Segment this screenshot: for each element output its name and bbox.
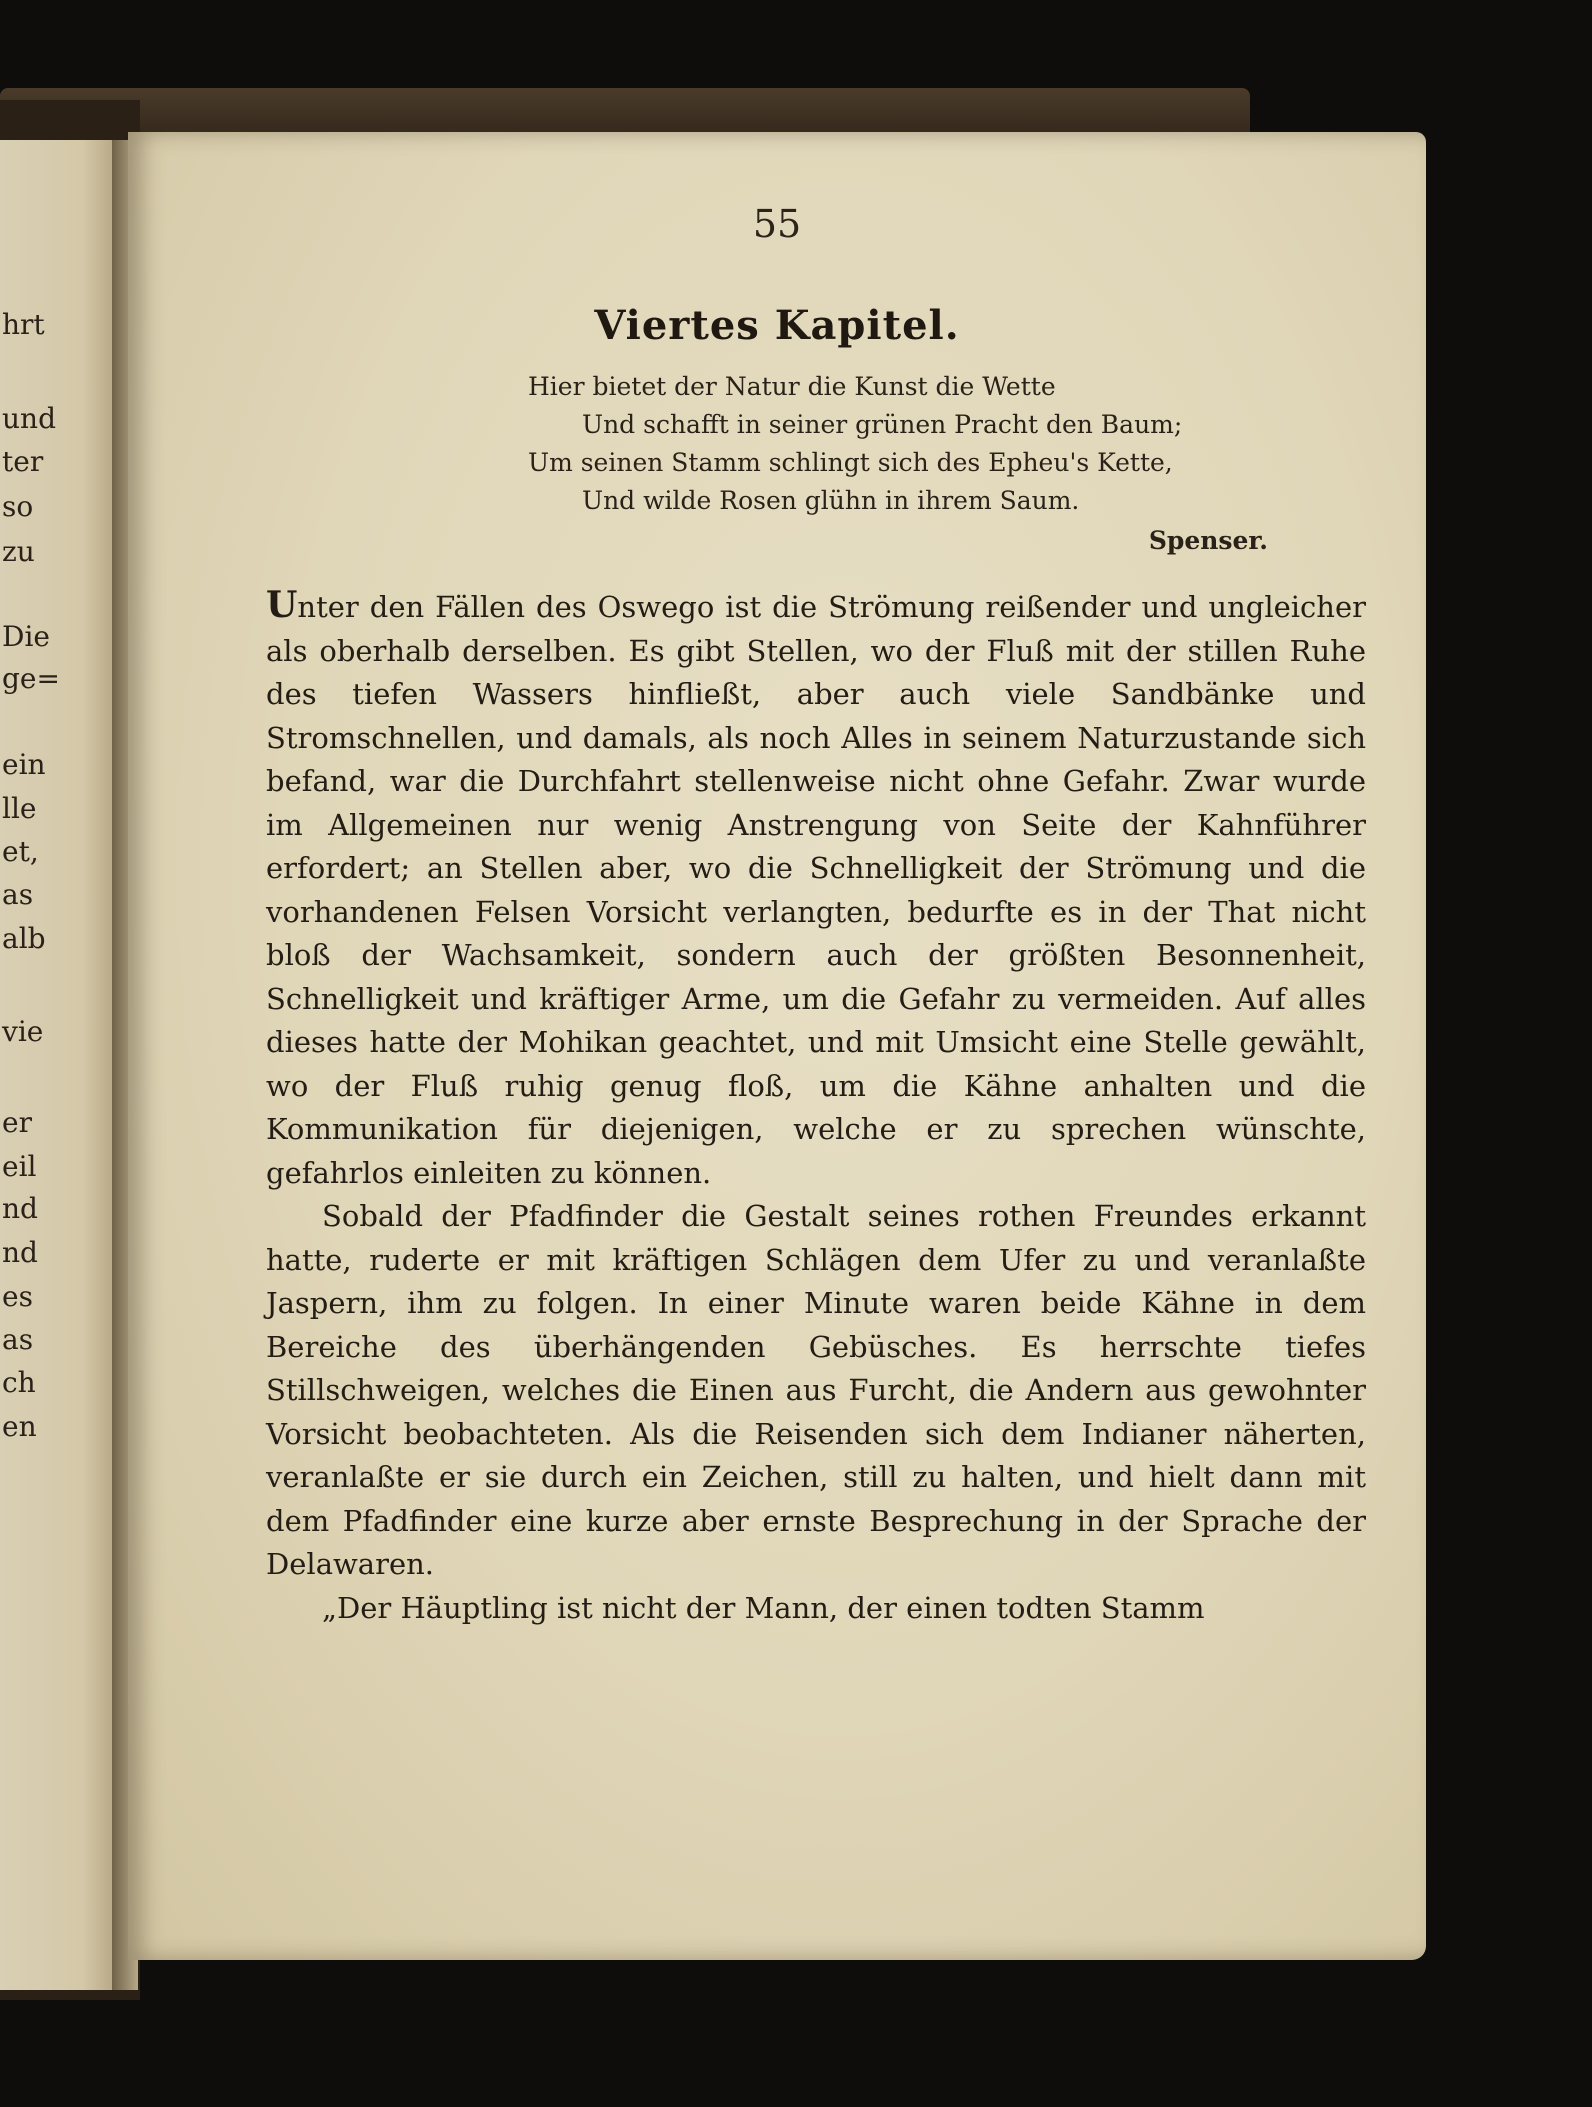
paragraph	[266, 584, 1366, 1195]
epigraph-line: Hier bietet der Natur die Kunst die Wette	[528, 372, 1056, 401]
left-page-fragment: es	[2, 1280, 33, 1313]
body-text	[266, 584, 1366, 1630]
epigraph-line: Und wilde Rosen glühn in ihrem Saum.	[582, 486, 1080, 515]
left-page-fragment: vie	[2, 1015, 44, 1048]
left-page-fragment: as	[2, 1323, 34, 1356]
epigraph-line: Um seinen Stamm schlingt sich des Epheu's Kette,	[528, 448, 1173, 477]
drop-cap: U	[266, 584, 298, 626]
left-page-fragment: en	[2, 1410, 37, 1443]
left-page-fragment: alb	[2, 922, 46, 955]
left-page-fragment: er	[2, 1106, 32, 1139]
epigraph-author: Spenser.	[1148, 526, 1268, 555]
left-page-fragment: as	[2, 878, 34, 911]
left-page-fragment: ge=	[2, 662, 60, 695]
paragraph	[266, 1195, 1366, 1587]
left-page-fragment: hrt	[2, 308, 45, 341]
page-number: 55	[752, 202, 802, 246]
paragraph-text: Sobald der Pfadfinder die Gestalt seines rothen Freundes erkannt hatte, ruderte er mit kräftigen Schlägen dem Ufer zu und veranlaßte Jaspern, ihm zu folgen. In einer Minute waren beide Kähne in dem Bereiche des überhängenden Gebüsches. Es herrschte tiefes Stillschweigen, welches die Einen aus Furcht, die Andern aus gewohnter Vorsicht beobachteten. Als die Reisenden sich dem Indianer näherten, veranlaßte er sie durch ein Zeichen, still zu halten, und hielt dann mit dem Pfadfinder eine kurze aber ernste Besprechung in der Sprache der Delawaren.	[266, 1199, 1366, 1581]
left-page-fragment: ch	[2, 1366, 36, 1399]
chapter-title: Viertes Kapitel.	[594, 302, 960, 349]
left-page-fragment: lle	[2, 792, 37, 825]
epigraph-line: Und schafft in seiner grünen Pracht den Baum;	[582, 410, 1183, 439]
left-page-fragment: zu	[2, 535, 35, 568]
left-page-fragment: nd	[2, 1192, 38, 1225]
left-page-fragment: eil	[2, 1150, 37, 1183]
left-page-fragment: so	[2, 490, 34, 523]
left-page-fragment: ein	[2, 748, 46, 781]
epigraph	[528, 368, 1308, 560]
left-page-fragment: und	[2, 402, 56, 435]
paragraph-text: „Der Häuptling ist nicht der Mann, der einen todten Stamm	[322, 1590, 1205, 1625]
left-page-fragment: et,	[2, 835, 39, 868]
left-page-fragment: Die	[2, 620, 50, 653]
previous-page-sliver	[0, 140, 118, 1990]
book-page	[128, 132, 1426, 1960]
left-page-fragment: nd	[2, 1236, 38, 1269]
paragraph	[266, 1587, 1366, 1631]
paragraph-text: nter den Fällen des Oswego ist die Strömung reißender und ungleicher als oberhalb derselben. Es gibt Stellen, wo der Fluß mit der stillen Ruhe des tiefen Wassers hinfließt, aber auch viele Sandbänke und Stromschnellen, und damals, als noch Alles in seinem Naturzustande sich befand, war die Durchfahrt stellenweise nicht ohne Gefahr. Zwar wurde im Allgemeinen nur wenig Anstrengung von Seite der Kahnführer erfordert; an Stellen aber, wo die Schnelligkeit der Strömung und die vorhandenen Felsen Vorsicht verlangten, bedurfte es in der That nicht bloß der Wachsamkeit, sondern auch der größten Besonnenheit, Schnelligkeit und kräftiger Arme, um die Gefahr zu vermeiden. Auf alles dieses hatte der Mohikan geachtet, und mit Umsicht eine Stelle gewählt, wo der Fluß ruhig genug floß, um die Kähne anhalten und die Kommunikation für diejenigen, welche er zu sprechen wünschte, gefahrlos einleiten zu können.	[266, 590, 1366, 1190]
left-page-fragment: ter	[2, 445, 44, 478]
